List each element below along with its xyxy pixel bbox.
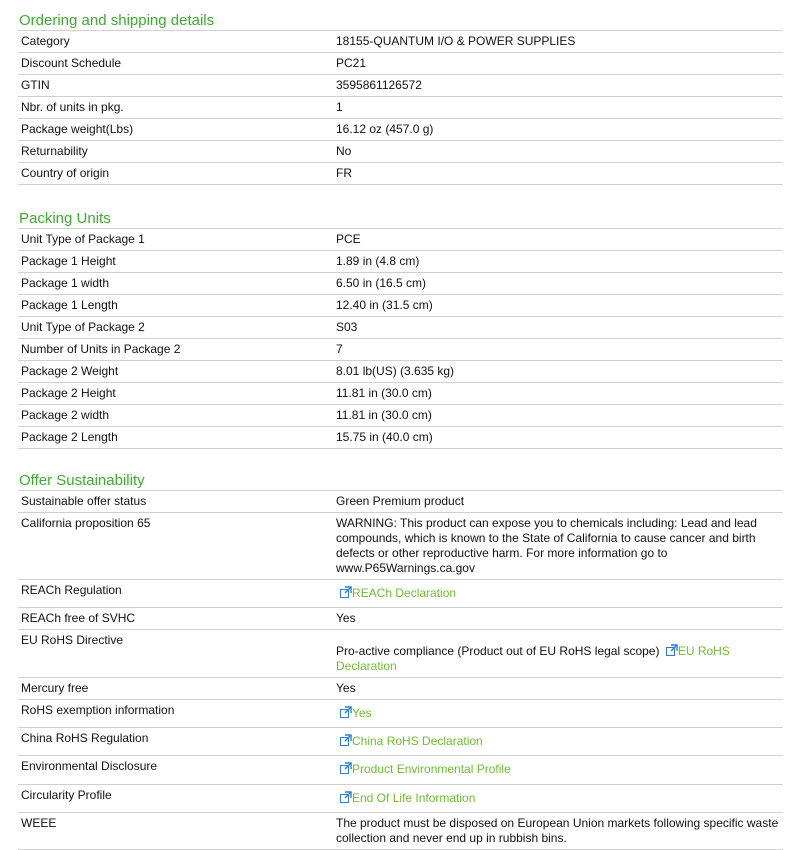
document-link[interactable] bbox=[337, 706, 372, 720]
link-label: End Of Life Information bbox=[352, 791, 476, 805]
property-value: 8.01 lb(US) (3.635 kg) bbox=[336, 364, 455, 378]
table-row bbox=[18, 630, 783, 678]
value-text: Pro-active compliance (Product out of EU RoHS legal scope) bbox=[336, 644, 660, 658]
property-name: REACh free of SVHC bbox=[21, 611, 136, 625]
table-row bbox=[18, 119, 783, 141]
section-title: Offer Sustainability bbox=[19, 472, 145, 489]
property-name: Nbr. of units in pkg. bbox=[21, 100, 124, 114]
property-value: FR bbox=[336, 166, 352, 180]
table-row bbox=[18, 608, 783, 630]
property-name: REACh Regulation bbox=[21, 583, 122, 597]
external-link-icon bbox=[666, 644, 678, 656]
link-label: Yes bbox=[352, 706, 372, 720]
property-value bbox=[333, 630, 783, 678]
property-name: Package weight(Lbs) bbox=[21, 122, 134, 136]
external-link-icon bbox=[340, 734, 352, 746]
table-row bbox=[18, 491, 783, 513]
ordering-shipping-table bbox=[18, 30, 783, 185]
property-name: Package 2 Weight bbox=[21, 364, 119, 378]
document-link[interactable] bbox=[337, 734, 483, 748]
table-row bbox=[18, 513, 783, 580]
property-value: 7 bbox=[336, 342, 343, 356]
property-value: PCE bbox=[336, 232, 361, 246]
property-value bbox=[333, 728, 783, 756]
table-row bbox=[18, 427, 783, 449]
property-name: Returnability bbox=[21, 144, 88, 158]
property-name: Package 2 width bbox=[21, 408, 110, 422]
property-name: Unit Type of Package 2 bbox=[21, 320, 145, 334]
table-row bbox=[18, 141, 783, 163]
property-value: Green Premium product bbox=[336, 494, 465, 508]
property-name: WEEE bbox=[21, 816, 57, 830]
table-row bbox=[18, 75, 783, 97]
table-row bbox=[18, 383, 783, 405]
property-name: Mercury free bbox=[21, 681, 89, 695]
property-name: China RoHS Regulation bbox=[21, 731, 149, 745]
property-name: Package 1 width bbox=[21, 276, 110, 290]
table-row bbox=[18, 295, 783, 317]
packing-units-table bbox=[18, 228, 783, 449]
table-row bbox=[18, 678, 783, 700]
property-value: PC21 bbox=[336, 56, 367, 70]
table-row bbox=[18, 339, 783, 361]
property-name: Package 2 Height bbox=[21, 386, 116, 400]
property-name: Category bbox=[21, 34, 70, 48]
table-row bbox=[18, 97, 783, 119]
property-name: Discount Schedule bbox=[21, 56, 122, 70]
link-label: REACh Declaration bbox=[352, 586, 457, 600]
external-link-icon bbox=[340, 762, 352, 774]
property-name: Country of origin bbox=[21, 166, 110, 180]
property-value: 1 bbox=[336, 100, 343, 114]
table-row bbox=[18, 756, 783, 785]
property-value bbox=[333, 700, 783, 728]
link-label: China RoHS Declaration bbox=[352, 734, 483, 748]
property-value: 1.89 in (4.8 cm) bbox=[336, 254, 420, 268]
external-link-icon bbox=[340, 586, 352, 598]
property-value: 3595861126572 bbox=[336, 78, 422, 92]
property-value bbox=[333, 785, 783, 813]
table-row bbox=[18, 229, 783, 251]
property-name: Circularity Profile bbox=[21, 788, 112, 802]
property-name: Environmental Disclosure bbox=[21, 759, 158, 773]
section-title: Ordering and shipping details bbox=[19, 12, 215, 29]
property-value bbox=[333, 580, 783, 608]
property-name: GTIN bbox=[21, 78, 50, 92]
ordering-shipping-section bbox=[18, 12, 783, 185]
table-row bbox=[18, 273, 783, 295]
property-value: S03 bbox=[336, 320, 358, 334]
property-value: The product must be disposed on European Union markets following specific waste collection and never end up in rubbish bins. bbox=[336, 816, 779, 845]
external-link-icon bbox=[340, 706, 352, 718]
property-name: Unit Type of Package 1 bbox=[21, 232, 145, 246]
property-value: 12.40 in (31.5 cm) bbox=[336, 298, 433, 312]
table-row bbox=[18, 31, 783, 53]
property-value: 11.81 in (30.0 cm) bbox=[336, 386, 432, 400]
property-value: 15.75 in (40.0 cm) bbox=[336, 430, 433, 444]
property-name: Package 1 Length bbox=[21, 298, 118, 312]
document-link[interactable] bbox=[337, 586, 456, 600]
table-row bbox=[18, 53, 783, 75]
property-value: No bbox=[336, 144, 352, 158]
table-row bbox=[18, 317, 783, 339]
table-row bbox=[18, 361, 783, 383]
link-label: EU RoHS Declaration bbox=[336, 644, 730, 673]
property-value: 16.12 oz (457.0 g) bbox=[336, 122, 434, 136]
table-row bbox=[18, 580, 783, 608]
table-row bbox=[18, 785, 783, 813]
table-row bbox=[18, 700, 783, 728]
external-link-icon bbox=[340, 791, 352, 803]
document-link[interactable] bbox=[337, 762, 511, 776]
property-value: Yes bbox=[336, 681, 356, 695]
property-name: California proposition 65 bbox=[21, 516, 151, 530]
table-row bbox=[18, 163, 783, 185]
property-name: EU RoHS Directive bbox=[21, 633, 124, 647]
packing-units-section bbox=[18, 210, 783, 449]
property-value bbox=[333, 756, 783, 785]
property-name: RoHS exemption information bbox=[21, 703, 175, 717]
property-value: 18155-QUANTUM I/O & POWER SUPPLIES bbox=[336, 34, 576, 48]
offer-sustainability-table bbox=[18, 490, 783, 850]
section-title: Packing Units bbox=[19, 210, 111, 227]
property-value: Yes bbox=[336, 611, 356, 625]
property-value: WARNING: This product can expose you to chemicals including: Lead and lead compounds, which is known to the State of California to cause cancer and birth defects or other reproductive harm. For more information go to www.P65Warnings.ca.gov bbox=[336, 516, 757, 575]
property-value: 6.50 in (16.5 cm) bbox=[336, 276, 427, 290]
property-name: Sustainable offer status bbox=[21, 494, 147, 508]
table-row bbox=[18, 405, 783, 427]
property-name: Package 2 Length bbox=[21, 430, 118, 444]
table-row bbox=[18, 728, 783, 756]
property-name: Package 1 Height bbox=[21, 254, 116, 268]
table-row bbox=[18, 251, 783, 273]
table-row bbox=[18, 813, 783, 850]
document-link[interactable] bbox=[337, 791, 475, 805]
property-value: 11.81 in (30.0 cm) bbox=[336, 408, 432, 422]
property-name: Number of Units in Package 2 bbox=[21, 342, 181, 356]
link-label: Product Environmental Profile bbox=[352, 762, 511, 776]
offer-sustainability-section bbox=[18, 472, 783, 850]
